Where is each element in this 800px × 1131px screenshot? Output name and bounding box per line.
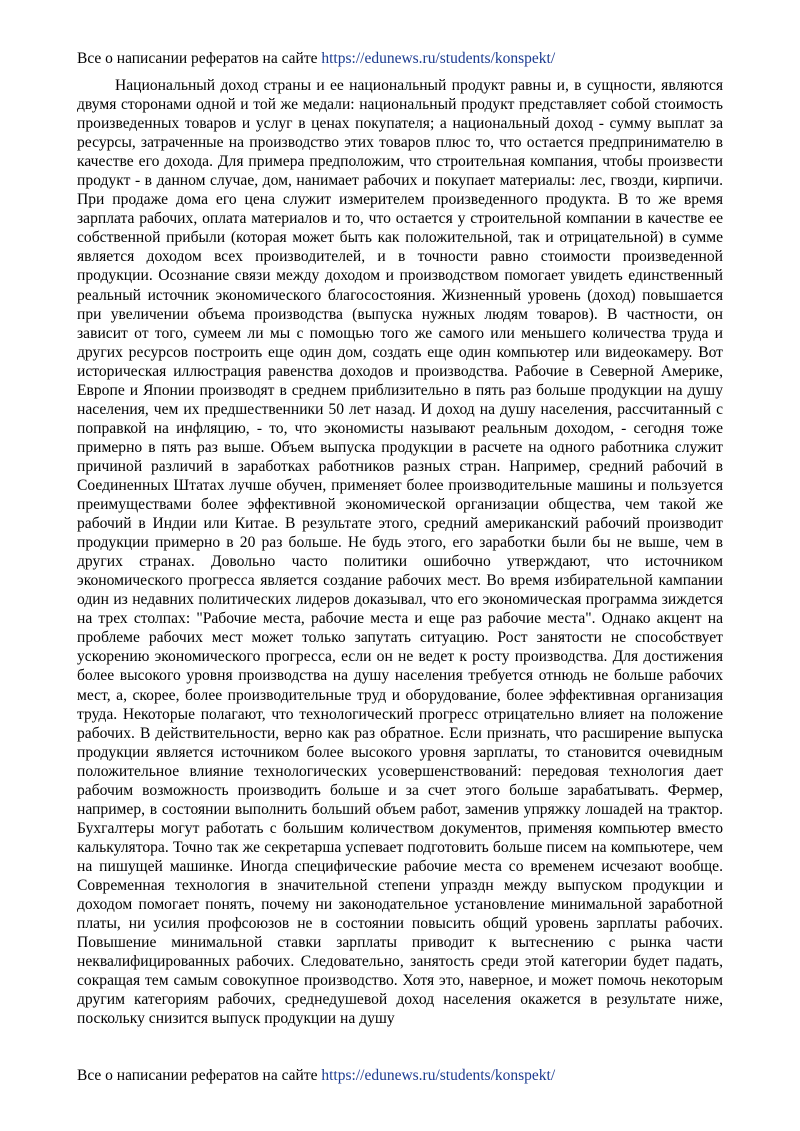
footer-text: Все о написании рефератов на сайте — [77, 1067, 318, 1084]
header-link[interactable]: https://edunews.ru/students/konspekt/ — [321, 50, 556, 67]
header-text: Все о написании рефератов на сайте — [77, 50, 318, 67]
footer-link[interactable]: https://edunews.ru/students/konspekt/ — [321, 1067, 556, 1084]
body-paragraph: Национальный доход страны и ее национальный продукт равны и, в сущности, являются двумя сторонами одной и той же медали: национальный продукт представляет собой стоимость произведенных товаров и услуг в ценах покупателя; а национальный доход - сумму выплат за ресурсы, затраченные на производство этих товаров плюс то, что остается предпринимателю в качестве его дохода. Для примера предположим, что строительная компания, чтобы произвести продукт - в данном случае, дом, нанимает рабочих и покупает материалы: лес, гвозди, кирпичи. При продаже дома его цена служит измерителем произведенного продукта. В то же время зарплата рабочих, оплата материалов и то, что остается у строительной компании в качестве ее собственной прибыли (которая может быть как положительной, так и отрицательной) в сумме является доходом всех производителей, и в точности равно стоимости произведенной продукции. Осознание связи между доходом и производством помогает увидеть единственный реальный источник экономического благосостояния. Жизненный уровень (доход) повышается при увеличении объема производства (выпуска нужных людям товаров). В частности, он зависит от того, сумеем ли мы с помощью того же самого или меньшего количества труда и других ресурсов построить еще один дом, создать еще один компьютер или видеокамеру. Вот историческая иллюстрация равенства доходов и производства. Рабочие в Северной Америке, Европе и Японии производят в среднем приблизительно в пять раз больше продукции на душу населения, чем их предшественники 50 лет назад. И доход на душу населения, рассчитанный с поправкой на инфляцию, - то, что экономисты называют реальным доходом, - сегодня тоже примерно в пять раз выше. Объем выпуска продукции в расчете на одного работника служит причиной различий в заработках работников разных стран. Например, средний рабочий в Соединенных Штатах лучше обучен, применяет более производительные машины и пользуется преимуществами более эффективной экономической организации общества, чем такой же рабочий в Индии или Китае. В результате этого, средний американский рабочий производит продукции примерно в 20 раз больше. Не будь этого, его заработки были бы не выше, чем в других странах. Довольно часто политики ошибочно утверждают, что источником экономического прогресса является создание рабочих мест. Во время избирательной кампании один из недавних политических лидеров доказывал, что его экономическая программа зиждется на трех столпах: "Рабочие места, рабочие места и еще раз рабочие места". Однако акцент на проблеме рабочих мест может только запутать ситуацию. Рост занятости не способствует ускорению экономического прогресса, если он не ведет к росту производства. Для достижения более высокого уровня производства на душу населения требуется отнюдь не больше рабочих мест, а, скорее, более производительные труд и оборудование, более эффективная организация труда. Некоторые полагают, что технологический прогресс отрицательно влияет на положение рабочих. В действительности, верно как раз обратное. Если признать, что расширение выпуска продукции является источником более высокого уровня зарплаты, то становится очевидным положительное влияние технологических усовершенствований: передовая технология дает рабочим возможность производить больше и за счет этого больше зарабатывать. Фермер, например, в состоянии выполнить больший объем работ, заменив упряжку лошадей на трактор. Бухгалтеры могут работать с большим количеством документов, применяя компьютер вместо калькулятора. Точно так же секретарша успевает подготовить больше писем на компьютере, чем на пишущей машинке. Иногда специфические рабочие места со временем исчезают вообще. Современная технология в значительной степени упраздн между выпуском продукции и доходом помогает понять, почему ни законодательное установление минимальной заработной платы, ни усилия профсоюзов не в состоянии повысить общий уровень зарплаты рабочих. Повышение минимальной ставки зарплаты приводит к вытеснению с рынка части неквалифицированных рабочих. Следовательно, занятость среди этой категории будет падать, сокращая тем самым совокупное производство. Хотя это, наверное, и может помочь некоторым другим категориям рабочих, среднедушевой доход населения окажется в результате ниже, поскольку снизится выпуск продукции на душу — [77, 77, 723, 1028]
page-header — [77, 49, 555, 69]
page-footer — [77, 1066, 555, 1086]
